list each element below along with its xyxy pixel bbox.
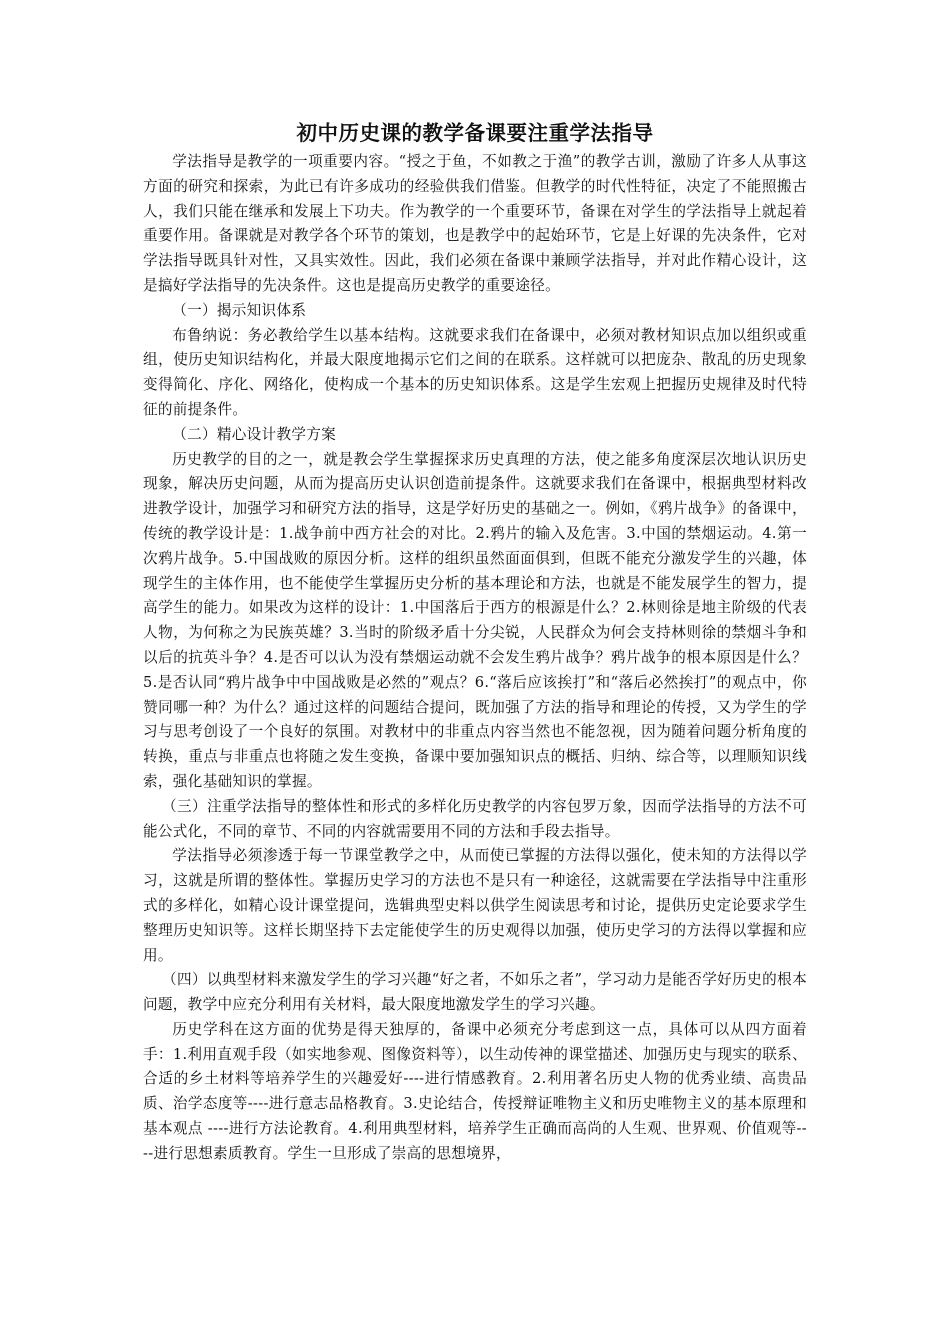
section-heading-2: （二）精心设计教学方案	[172, 425, 337, 443]
section-4-paragraph: 历史学科在这方面的优势是得天独厚的，备课中必须充分考虑到这一点，具体可以从四方面着手：1.利用直观手段（如实地参观、图像资料等），以生动传神的课堂描述、加强历史与现实的联系、合适的乡土材料等培养学生的兴趣爱好----进行情感教育。2.利用著名历史人物的优秀业绩、高贵品质、治学态度等----进行意志品格教育。3.史论结合，传授辩证唯物主义和历史唯物主义的基本原理和基本观点 ----进行方法论教育。4.利用典型材料，培养学生正确而高尚的人生观、世界观、价值观等----进行思想素质教育。学生一旦形成了崇高的思想境界，	[143, 1020, 807, 1162]
section-2-paragraph: 历史教学的目的之一，就是教会学生掌握探求历史真理的方法，使之能多角度深层次地认识历史现象，解决历史问题，从而为提高历史认识创造前提条件。这就要求我们在备课中，根据典型材料改进教学设计，加强学习和研究方法的指导，这是学好历史的基础之一。例如，《鸦片战争》的备课中，传统的教学设计是：1.战争前中西方社会的对比。2.鸦片的输入及危害。3.中国的禁烟运动。4.第一次鸦片战争。5.中国战败的原因分析。这样的组织虽然面面俱到，但既不能充分激发学生的兴趣，体现学生的主体作用，也不能使学生掌握历史分析的基本理论和方法，也就是不能发展学生的智力，提高学生的能力。如果改为这样的设计：1.中国落后于西方的根源是什么？2.林则徐是地主阶级的代表人物，为何称之为民族英雄？3.当时的阶级矛盾十分尖锐，人民群众为何会支持林则徐的禁烟斗争和以后的抗英斗争？4.是否可以认为没有禁烟运动就不会发生鸦片战争？鸦片战争的根本原因是什么？5.是否认同“鸦片战争中中国战败是必然的”观点？6.“落后应该挨打”和“落后必然挨打”的观点中，你赞同哪一种？为什么？通过这样的问题结合提问，既加强了方法的指导和理论的传授，又为学生的学习与思考创设了一个良好的氛围。对教材中的非重点内容当然也不能忽视，因为随着问题分析角度的转换，重点与非重点也将随之发生变换，备课中要加强知识点的概括、归纳、综合等，以理顺知识线索，强化基础知识的掌握。	[143, 450, 807, 790]
section-1-paragraph: 布鲁纳说：务必教给学生以基本结构。这就要求我们在备课中，必须对教材知识点加以组织或重组，使历史知识结构化，并最大限度地揭示它们之间的在联系。这样就可以把庞杂、散乱的历史现象变得简化、序化、网络化，使构成一个基本的历史知识体系。这是学生宏观上把握历史规律及时代特征的前提条件。	[143, 326, 807, 418]
intro-paragraph: 学法指导是教学的一项重要内容。“授之于鱼，不如教之于渔”的教学古训，激励了许多人从事这方面的研究和探索，为此已有许多成功的经验供我们借鉴。但教学的时代性特征，决定了不能照搬古人，我们只能在继承和发展上下功夫。作为教学的一个重要环节，备课在对学生的学法指导上就起着重要作用。备课就是对教学各个环节的策划，也是教学中的起始环节，它是上好课的先决条件，它对学法指导既具针对性，又具实效性。因此，我们必须在备课中兼顾学法指导，并对此作精心设计，这是搞好学法指导的先决条件。这也是提高历史教学的重要途径。	[143, 153, 807, 294]
section-heading-3-paragraph: （三）注重学法指导的整体性和形式的多样化历史教学的内容包罗万象，因而学法指导的方法不可能公式化，不同的章节、不同的内容就需要用不同的方法和手段去指导。	[143, 797, 807, 840]
section-heading-4-paragraph: （四）以典型材料来激发学生的学习兴趣“好之者，不如乐之者”，学习动力是能否学好历史的根本问题，教学中应充分利用有关材料，最大限度地激发学生的学习兴趣。	[143, 971, 807, 1014]
document-body	[143, 118, 807, 1167]
section-heading-1: （一）揭示知识体系	[172, 301, 307, 319]
document-title: 初中历史课的教学备课要注重学法指导	[296, 121, 654, 145]
section-3-paragraph: 学法指导必须渗透于每一节课堂教学之中，从而使已掌握的方法得以强化，使未知的方法得以学习，这就是所谓的整体性。掌握历史学习的方法也不是只有一种途径，这就需要在学法指导中注重形式的多样化，如精心设计课堂提问，选辑典型史料以供学生阅读思考和讨论，提供历史定论要求学生整理历史知识等。这样长期坚持下去定能使学生的历史观得以加强，使历史学习的方法得以掌握和应用。	[143, 847, 807, 964]
